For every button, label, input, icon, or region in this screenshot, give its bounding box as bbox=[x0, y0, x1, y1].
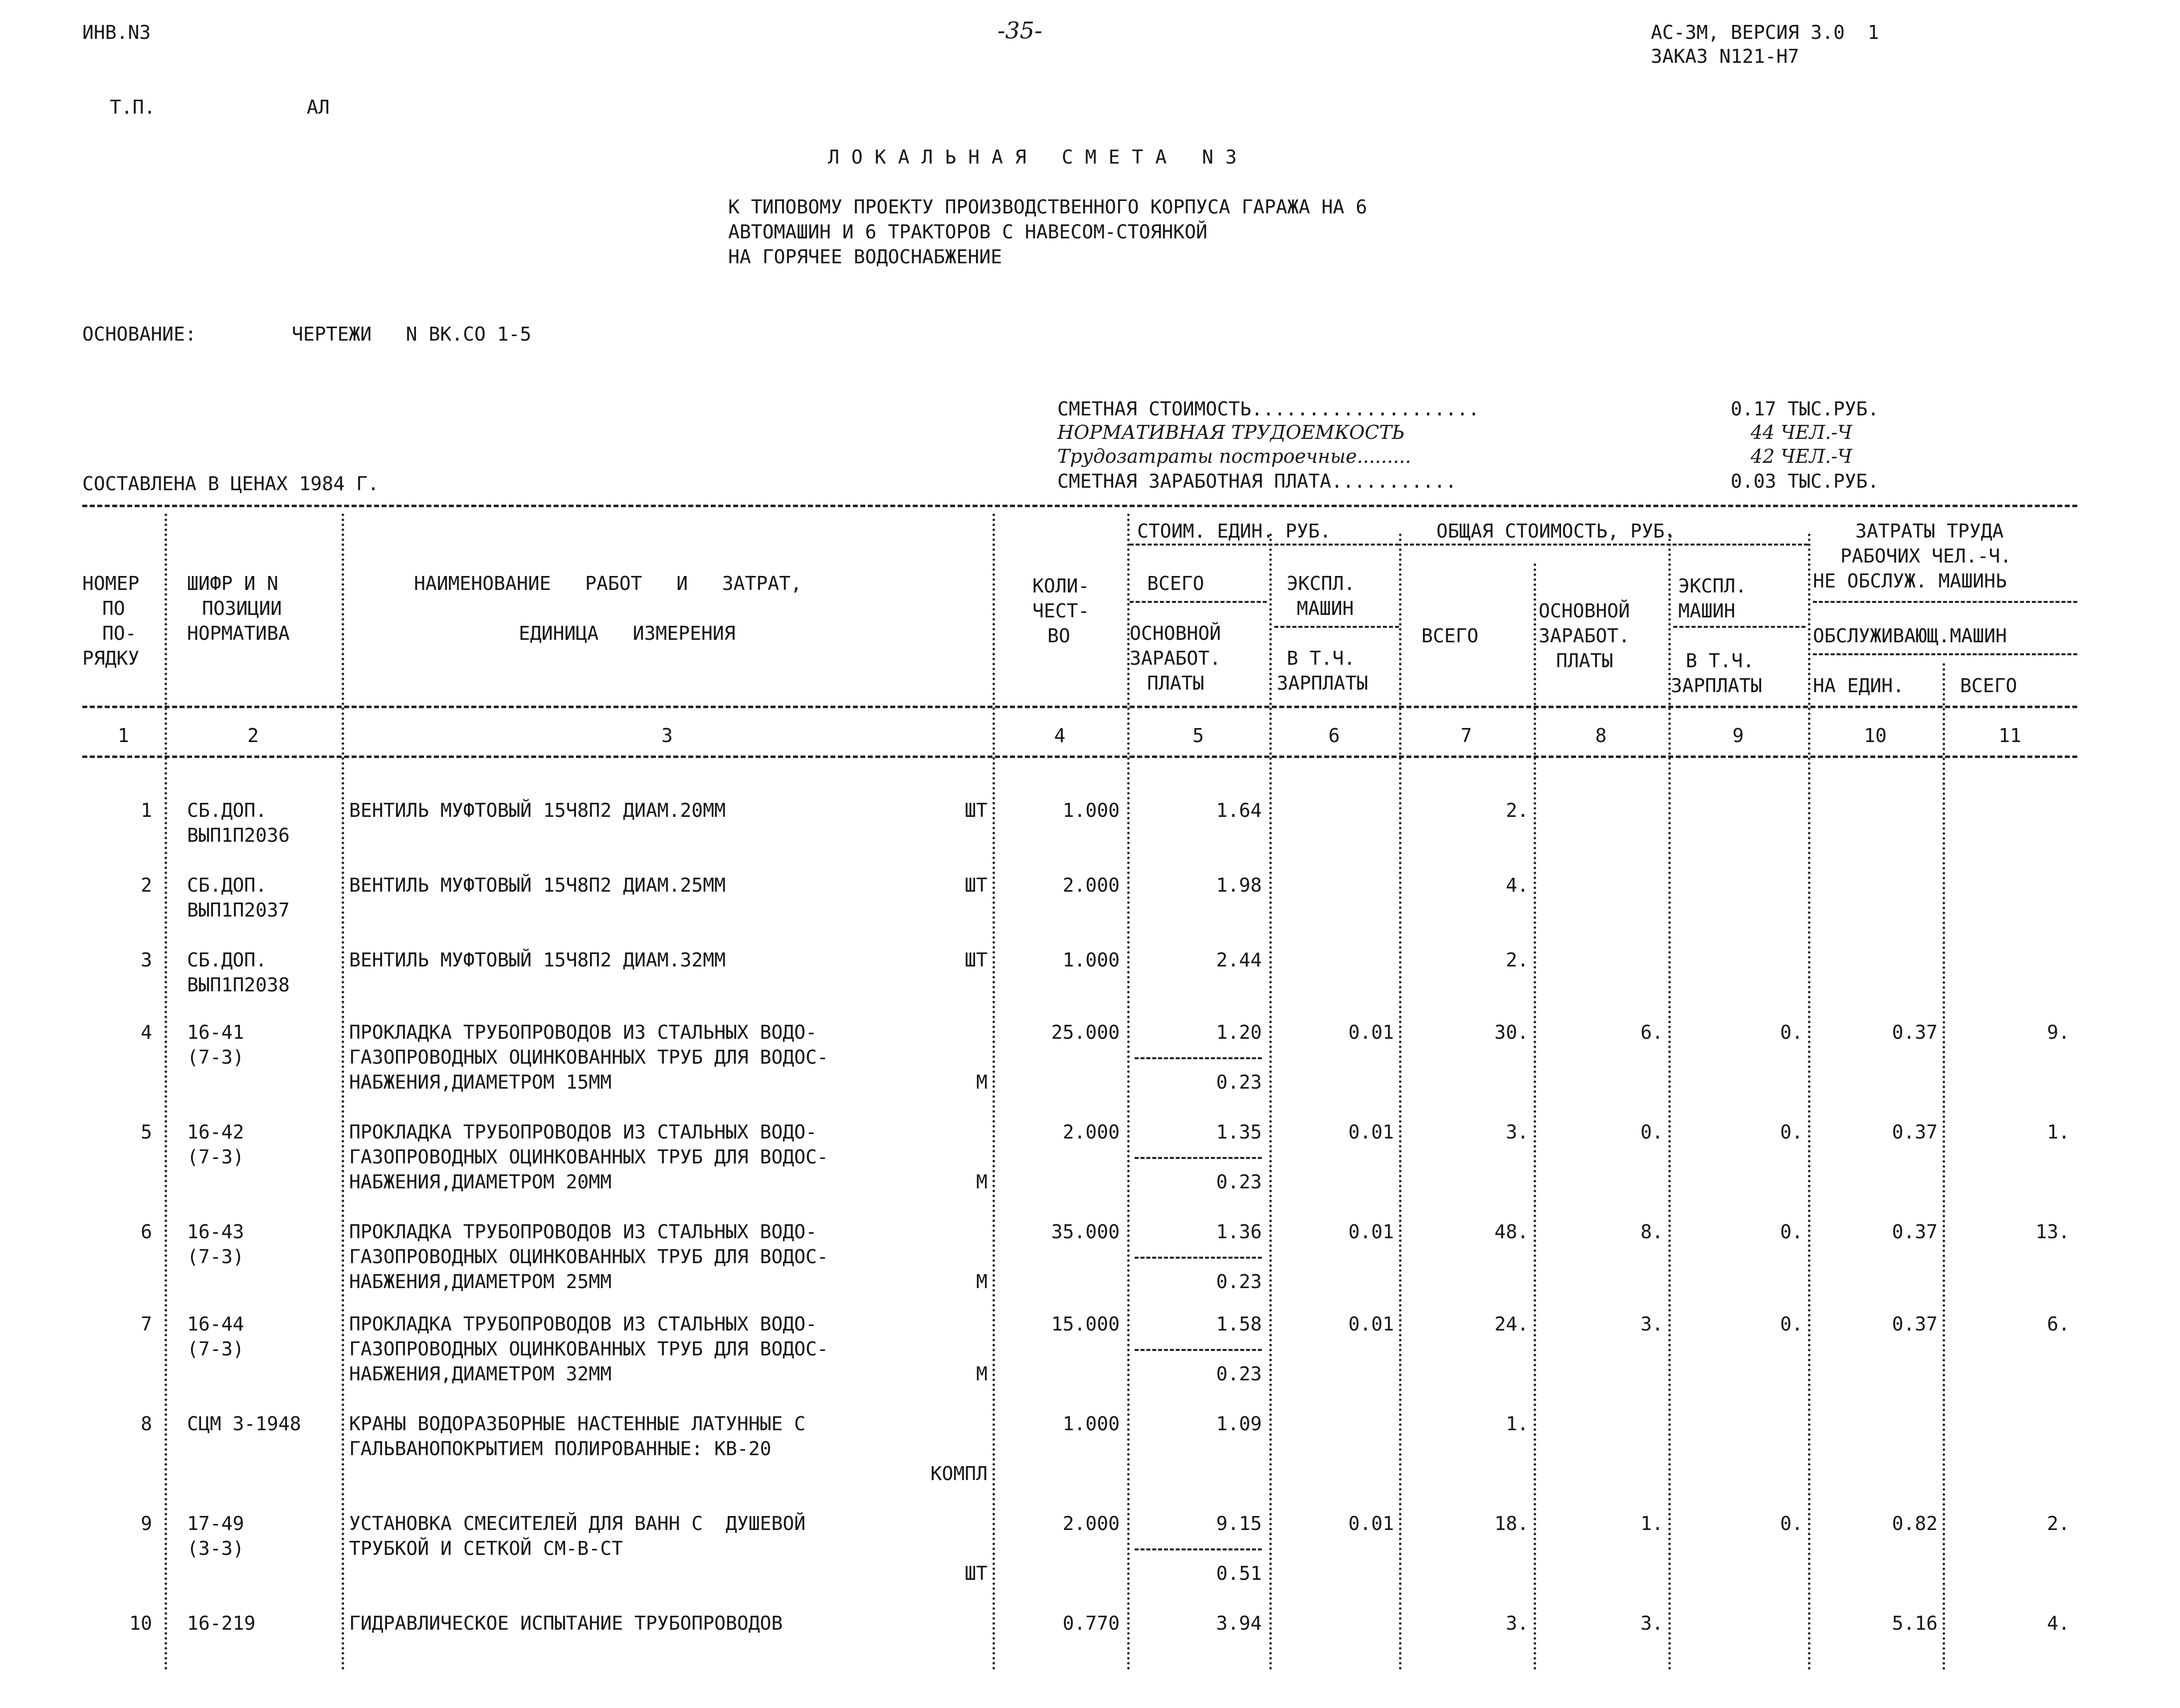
col10-not-serving: НЕ ОБСЛУЖ. МАШИНЬ bbox=[1813, 570, 2007, 592]
row-total: 3. bbox=[1506, 1612, 1529, 1634]
row-labor-unit: 0.37 bbox=[1892, 1121, 1938, 1143]
inventory-number: ИНВ.N3 bbox=[82, 21, 151, 43]
col11-h0: ВСЕГО bbox=[1960, 675, 2017, 697]
col5-subrule bbox=[1130, 601, 1267, 603]
row-name: ГИДРАВЛИЧЕСКОЕ ИСПЫТАНИЕ ТРУБОПРОВОДОВ bbox=[349, 1612, 783, 1634]
row-number: 4 bbox=[141, 1021, 152, 1043]
row-code: (7-3) bbox=[187, 1046, 244, 1068]
col9-subrule bbox=[1673, 626, 1805, 628]
col-number-7: 7 bbox=[1460, 725, 1472, 747]
summary-value-2: 42 ЧЕЛ.-Ч bbox=[1751, 445, 1852, 467]
row-total-machines: 0. bbox=[1780, 1221, 1803, 1243]
row-quantity: 15.000 bbox=[1051, 1313, 1120, 1335]
row-total: 3. bbox=[1506, 1121, 1529, 1143]
col6-h0: ЭКСПЛ. bbox=[1287, 572, 1356, 594]
row-code: 16-44 bbox=[187, 1313, 244, 1335]
row-name: НАБЖЕНИЯ,ДИАМЕТРОМ 32ММ bbox=[349, 1363, 612, 1385]
col2-h0: ШИФР И N bbox=[187, 572, 279, 594]
row-name: НАБЖЕНИЯ,ДИАМЕТРОМ 25ММ bbox=[349, 1271, 612, 1293]
row-total-wage: 8. bbox=[1640, 1221, 1663, 1243]
col6-h1: МАШИН bbox=[1297, 597, 1354, 619]
row-name: ВЕНТИЛЬ МУФТОВЫЙ 15Ч8П2 ДИАМ.32ММ bbox=[349, 949, 726, 971]
row-unit-total: 1.20 bbox=[1216, 1021, 1262, 1043]
group-labor-0: ЗАТРАТЫ ТРУДА bbox=[1855, 520, 2004, 542]
row-labor-unit: 5.16 bbox=[1892, 1612, 1938, 1634]
group-unit-cost: СТОИМ. ЕДИН. РУБ. bbox=[1137, 520, 1331, 542]
row-unit: КОМПЛ bbox=[930, 1463, 988, 1485]
col9-h1: МАШИН bbox=[1678, 600, 1736, 622]
row-name: ПРОКЛАДКА ТРУБОПРОВОДОВ ИЗ СТАЛЬНЫХ ВОДО- bbox=[349, 1221, 817, 1243]
row-code: 17-49 bbox=[187, 1513, 244, 1534]
row-unit-total: 1.35 bbox=[1216, 1121, 1262, 1143]
tp-value: АЛ bbox=[307, 96, 330, 118]
tp-label: Т.П. bbox=[110, 96, 156, 118]
row-quantity: 35.000 bbox=[1051, 1221, 1120, 1243]
row-labor-total: 13. bbox=[2035, 1221, 2070, 1243]
row-number: 2 bbox=[141, 874, 152, 896]
row-unit-machines: 0.01 bbox=[1348, 1121, 1394, 1143]
row-unit-machines: 0.01 bbox=[1348, 1221, 1394, 1243]
row-total: 2. bbox=[1506, 949, 1529, 971]
summary-value-1: 44 ЧЕЛ.-Ч bbox=[1751, 421, 1852, 443]
row-labor-unit: 0.82 bbox=[1892, 1513, 1938, 1534]
row-number: 7 bbox=[141, 1313, 152, 1335]
col-number-10: 10 bbox=[1864, 725, 1887, 747]
row-unit-subrule bbox=[1135, 1349, 1262, 1351]
row-unit-total: 1.09 bbox=[1216, 1413, 1262, 1435]
col2-h2: НОРМАТИВА bbox=[187, 622, 290, 644]
row-code: (3-3) bbox=[187, 1537, 244, 1559]
basis-value: ЧЕРТЕЖИ N ВК.СО 1-5 bbox=[292, 323, 532, 345]
row-total-wage: 0. bbox=[1640, 1121, 1663, 1143]
col2-h1: ПОЗИЦИИ bbox=[202, 597, 282, 619]
row-name: КРАНЫ ВОДОРАЗБОРНЫЕ НАСТЕННЫЕ ЛАТУННЫЕ С bbox=[349, 1413, 806, 1435]
row-number: 1 bbox=[141, 799, 152, 821]
row-unit: М bbox=[976, 1171, 988, 1193]
col8-h1: ЗАРАБОТ. bbox=[1539, 625, 1630, 647]
col8-h2: ПЛАТЫ bbox=[1556, 650, 1613, 672]
col6-h2: В Т.Ч. bbox=[1287, 647, 1356, 669]
row-total: 4. bbox=[1506, 874, 1529, 896]
row-code: (7-3) bbox=[187, 1338, 244, 1360]
row-unit-wage: 0.23 bbox=[1216, 1171, 1262, 1193]
row-name: НАБЖЕНИЯ,ДИАМЕТРОМ 15ММ bbox=[349, 1071, 612, 1093]
row-unit: ШТ bbox=[965, 799, 988, 821]
col8-h0: ОСНОВНОЙ bbox=[1539, 600, 1630, 622]
group-total-cost: ОБЩАЯ СТОИМОСТЬ, РУБ. bbox=[1436, 520, 1676, 542]
row-unit: М bbox=[976, 1271, 988, 1293]
row-unit-total: 1.36 bbox=[1216, 1221, 1262, 1243]
row-unit-machines: 0.01 bbox=[1348, 1021, 1394, 1043]
col-number-6: 6 bbox=[1328, 725, 1340, 747]
row-labor-total: 1. bbox=[2047, 1121, 2070, 1143]
row-code: СБ.ДОП. bbox=[187, 874, 267, 896]
row-total-machines: 0. bbox=[1780, 1021, 1803, 1043]
row-total: 2. bbox=[1506, 799, 1529, 821]
group-labor-1: РАБОЧИХ ЧЕЛ.-Ч. bbox=[1840, 545, 2012, 567]
col5-h3: ПЛАТЫ bbox=[1147, 672, 1204, 694]
row-unit-wage: 0.23 bbox=[1216, 1071, 1262, 1093]
row-unit-total: 9.15 bbox=[1216, 1513, 1262, 1534]
col7-h0: ВСЕГО bbox=[1421, 625, 1479, 647]
row-unit: М bbox=[976, 1363, 988, 1385]
row-labor-unit: 0.37 bbox=[1892, 1313, 1938, 1335]
row-unit-subrule bbox=[1135, 1157, 1262, 1159]
col5-h1: ОСНОВНОЙ bbox=[1130, 622, 1221, 644]
row-quantity: 25.000 bbox=[1051, 1021, 1120, 1043]
row-number: 3 bbox=[141, 949, 152, 971]
row-quantity: 1.000 bbox=[1062, 1413, 1120, 1435]
row-name: ГАЗОПРОВОДНЫХ ОЦИНКОВАННЫХ ТРУБ ДЛЯ ВОДОС- bbox=[349, 1246, 828, 1268]
row-code: СЦМ 3-1948 bbox=[187, 1413, 301, 1435]
col4-h2: ВО bbox=[1047, 625, 1070, 647]
row-code: 16-41 bbox=[187, 1021, 244, 1043]
row-unit-wage: 0.51 bbox=[1216, 1562, 1262, 1584]
group-total-cost-rule bbox=[1404, 544, 1808, 546]
row-quantity: 2.000 bbox=[1062, 1121, 1120, 1143]
row-number: 9 bbox=[141, 1513, 152, 1534]
table-top-rule bbox=[82, 505, 2077, 507]
row-total-machines: 0. bbox=[1780, 1121, 1803, 1143]
col-sep-6 bbox=[1399, 534, 1401, 1671]
col1-h0: НОМЕР bbox=[82, 572, 140, 594]
row-labor-unit: 0.37 bbox=[1892, 1221, 1938, 1243]
row-total: 24. bbox=[1494, 1313, 1529, 1335]
row-labor-total: 4. bbox=[2047, 1612, 2070, 1634]
col-sep-9 bbox=[1808, 534, 1810, 1671]
row-total: 48. bbox=[1494, 1221, 1529, 1243]
title-line-1: К ТИПОВОМУ ПРОЕКТУ ПРОИЗВОДСТВЕННОГО КОРПУСА ГАРАЖА НА 6 bbox=[728, 196, 1368, 218]
row-unit-total: 1.98 bbox=[1216, 874, 1262, 896]
row-total-machines: 0. bbox=[1780, 1513, 1803, 1534]
row-code: СБ.ДОП. bbox=[187, 949, 267, 971]
row-quantity: 2.000 bbox=[1062, 874, 1120, 896]
row-unit-subrule bbox=[1135, 1548, 1262, 1550]
row-labor-unit: 0.37 bbox=[1892, 1021, 1938, 1043]
row-quantity: 0.770 bbox=[1062, 1612, 1120, 1634]
row-name: ПРОКЛАДКА ТРУБОПРОВОДОВ ИЗ СТАЛЬНЫХ ВОДО- bbox=[349, 1121, 817, 1143]
col9-h2: В Т.Ч. bbox=[1686, 650, 1755, 672]
row-unit-subrule bbox=[1135, 1057, 1262, 1059]
row-labor-total: 6. bbox=[2047, 1313, 2070, 1335]
row-unit-subrule bbox=[1135, 1257, 1262, 1259]
row-unit-total: 2.44 bbox=[1216, 949, 1262, 971]
row-total-wage: 3. bbox=[1640, 1313, 1663, 1335]
col4-h1: ЧЕСТ- bbox=[1032, 600, 1090, 622]
col3-h0: НАИМЕНОВАНИЕ РАБОТ И ЗАТРАТ, bbox=[414, 572, 802, 594]
col1-h2: ПО- bbox=[102, 622, 137, 644]
col-number-4: 4 bbox=[1054, 725, 1066, 747]
row-name: ПРОКЛАДКА ТРУБОПРОВОДОВ ИЗ СТАЛЬНЫХ ВОДО- bbox=[349, 1313, 817, 1335]
row-total-wage: 1. bbox=[1640, 1513, 1663, 1534]
numbers-bottom-rule bbox=[82, 756, 2077, 758]
summary-value-0: 0.17 ТЫС.РУБ. bbox=[1731, 398, 1879, 420]
col-sep-8 bbox=[1668, 534, 1671, 1671]
row-code: 16-42 bbox=[187, 1121, 244, 1143]
row-name: ГАЛЬВАНОПОКРЫТИЕМ ПОЛИРОВАННЫЕ: КВ-20 bbox=[349, 1438, 772, 1460]
row-labor-total: 2. bbox=[2047, 1513, 2070, 1534]
row-name: ВЕНТИЛЬ МУФТОВЫЙ 15Ч8П2 ДИАМ.20ММ bbox=[349, 799, 726, 821]
row-name: ГАЗОПРОВОДНЫХ ОЦИНКОВАННЫХ ТРУБ ДЛЯ ВОДОС- bbox=[349, 1046, 828, 1068]
row-labor-total: 9. bbox=[2047, 1021, 2070, 1043]
title-line-2: АВТОМАШИН И 6 ТРАКТОРОВ С НАВЕСОМ-СТОЯНКОЙ bbox=[728, 221, 1207, 243]
col5-h0: ВСЕГО bbox=[1147, 572, 1204, 594]
row-unit: М bbox=[976, 1071, 988, 1093]
row-code: 16-43 bbox=[187, 1221, 244, 1243]
col6-subrule bbox=[1274, 626, 1399, 628]
col9-h3: ЗАРПЛАТЫ bbox=[1671, 675, 1763, 697]
row-total: 30. bbox=[1494, 1021, 1529, 1043]
col-sep-3 bbox=[992, 514, 995, 1671]
col10-subrule-2 bbox=[1813, 653, 2077, 655]
row-code: (7-3) bbox=[187, 1246, 244, 1268]
col-number-8: 8 bbox=[1595, 725, 1607, 747]
col-number-5: 5 bbox=[1192, 725, 1204, 747]
page-number: -35- bbox=[997, 17, 1042, 44]
col-number-1: 1 bbox=[118, 725, 129, 747]
row-code: (7-3) bbox=[187, 1146, 244, 1168]
row-quantity: 1.000 bbox=[1062, 799, 1120, 821]
col-sep-1 bbox=[165, 514, 167, 1671]
basis-label: ОСНОВАНИЕ: bbox=[82, 323, 197, 345]
row-total-wage: 3. bbox=[1640, 1612, 1663, 1634]
col10-h0: НА ЕДИН. bbox=[1813, 675, 1905, 697]
row-code: ВЫП1П2036 bbox=[187, 824, 290, 846]
summary-label-2: Трудозатраты построечные......... bbox=[1057, 445, 1411, 467]
row-name: ТРУБКОЙ И СЕТКОЙ СМ-В-СТ bbox=[349, 1537, 623, 1559]
row-unit-wage: 0.23 bbox=[1216, 1363, 1262, 1385]
group-unit-cost-rule bbox=[1130, 544, 1399, 546]
col-sep-2 bbox=[342, 514, 344, 1671]
row-name: ПРОКЛАДКА ТРУБОПРОВОДОВ ИЗ СТАЛЬНЫХ ВОДО- bbox=[349, 1021, 817, 1043]
row-unit-total: 3.94 bbox=[1216, 1612, 1262, 1634]
col6-h3: ЗАРПЛАТЫ bbox=[1277, 672, 1369, 694]
row-unit-machines: 0.01 bbox=[1348, 1513, 1394, 1534]
row-name: ГАЗОПРОВОДНЫХ ОЦИНКОВАННЫХ ТРУБ ДЛЯ ВОДОС- bbox=[349, 1146, 828, 1168]
col-number-11: 11 bbox=[1998, 725, 2021, 747]
row-number: 8 bbox=[141, 1413, 152, 1435]
row-quantity: 1.000 bbox=[1062, 949, 1120, 971]
row-total: 18. bbox=[1494, 1513, 1529, 1534]
row-unit: ШТ bbox=[965, 1562, 988, 1584]
row-total-wage: 6. bbox=[1640, 1021, 1663, 1043]
row-unit: ШТ bbox=[965, 874, 988, 896]
col10-subrule-1 bbox=[1813, 601, 2077, 603]
row-name: ГАЗОПРОВОДНЫХ ОЦИНКОВАННЫХ ТРУБ ДЛЯ ВОДОС- bbox=[349, 1338, 828, 1360]
row-name: УСТАНОВКА СМЕСИТЕЛЕЙ ДЛЯ ВАНН С ДУШЕВОЙ bbox=[349, 1513, 806, 1534]
row-total: 1. bbox=[1506, 1413, 1529, 1435]
row-name: ВЕНТИЛЬ МУФТОВЫЙ 15Ч8П2 ДИАМ.25ММ bbox=[349, 874, 726, 896]
title-line-3: НА ГОРЯЧЕЕ ВОДОСНАБЖЕНИЕ bbox=[728, 246, 1002, 268]
row-name: НАБЖЕНИЯ,ДИАМЕТРОМ 20ММ bbox=[349, 1171, 612, 1193]
col-number-9: 9 bbox=[1732, 725, 1744, 747]
row-unit-wage: 0.23 bbox=[1216, 1271, 1262, 1293]
col1-h3: РЯДКУ bbox=[82, 647, 140, 669]
col9-h0: ЭКСПЛ. bbox=[1678, 575, 1747, 597]
summary-label-3: СМЕТНАЯ ЗАРАБОТНАЯ ПЛАТА........... bbox=[1057, 470, 1457, 492]
col4-h0: КОЛИ- bbox=[1032, 575, 1090, 597]
col-number-3: 3 bbox=[661, 725, 673, 747]
system-version: АС-3М, ВЕРСИЯ 3.0 1 bbox=[1651, 21, 1879, 43]
summary-label-1: НОРМАТИВНАЯ ТРУДОЕМКОСТЬ bbox=[1057, 421, 1405, 443]
row-number: 6 bbox=[141, 1221, 152, 1243]
row-code: 16-219 bbox=[187, 1612, 256, 1634]
row-total-machines: 0. bbox=[1780, 1313, 1803, 1335]
row-number: 5 bbox=[141, 1121, 152, 1143]
col-sep-5 bbox=[1269, 534, 1272, 1671]
summary-value-3: 0.03 ТЫС.РУБ. bbox=[1731, 470, 1879, 492]
col3-h1: ЕДИНИЦА ИЗМЕРЕНИЯ bbox=[519, 622, 736, 644]
row-unit-machines: 0.01 bbox=[1348, 1313, 1394, 1335]
row-quantity: 2.000 bbox=[1062, 1513, 1120, 1534]
price-basis: СОСТАВЛЕНА В ЦЕНАХ 1984 Г. bbox=[82, 473, 379, 495]
row-unit: ШТ bbox=[965, 949, 988, 971]
header-bottom-rule bbox=[82, 706, 2077, 708]
document-title: ЛОКАЛЬНАЯ СМЕТА N3 bbox=[828, 146, 1249, 168]
col1-h1: ПО bbox=[102, 597, 125, 619]
col5-h2: ЗАРАБОТ. bbox=[1130, 647, 1221, 669]
col-number-2: 2 bbox=[247, 725, 259, 747]
row-code: ВЫП1П2037 bbox=[187, 899, 290, 921]
summary-label-0: СМЕТНАЯ СТОИМОСТЬ.................... bbox=[1057, 398, 1480, 420]
row-unit-total: 1.64 bbox=[1216, 799, 1262, 821]
col10-serving: ОБСЛУЖИВАЮЩ.МАШИН bbox=[1813, 625, 2007, 647]
row-code: ВЫП1П2038 bbox=[187, 974, 290, 996]
order-number: ЗАКАЗ N121-Н7 bbox=[1651, 45, 1799, 67]
row-code: СБ.ДОП. bbox=[187, 799, 267, 821]
row-unit-total: 1.58 bbox=[1216, 1313, 1262, 1335]
row-number: 10 bbox=[129, 1612, 152, 1634]
